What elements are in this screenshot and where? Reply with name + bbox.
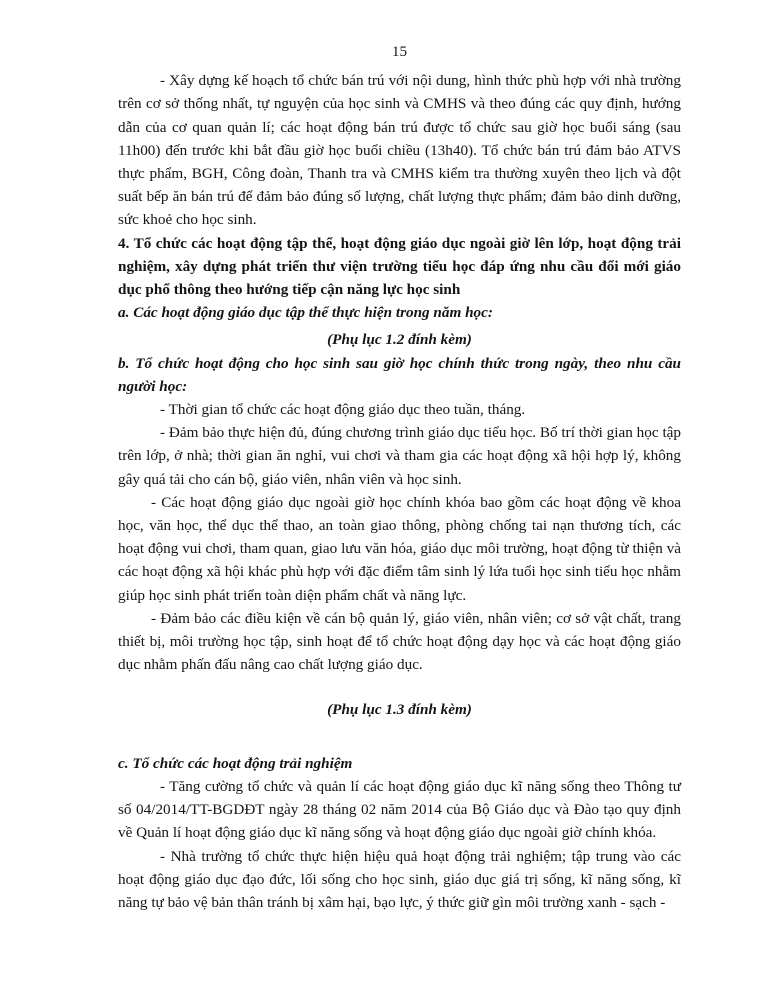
section-heading-4: 4. Tổ chức các hoạt động tập thể, hoạt động giáo dục ngoài giờ lên lớp, hoạt động trải nghiệm, xây dựng phát triển thư viện trường tiểu học đáp ứng nhu cầu đổi mới giáo dục phổ thông theo hướng tiếp cận năng lực học sinh [118,234,681,299]
document-page [118,40,681,914]
appendix-note-1-2: (Phụ lục 1.2 đính kèm) [327,331,472,349]
paragraph-b-time: - Thời gian tổ chức các hoạt động giáo dục theo tuần, tháng. [160,401,526,419]
paragraph-b-conditions: - Đảm bảo các điều kiện về cán bộ quản lý, giáo viên, nhân viên; cơ sở vật chất, trang thiết bị, môi trường học tập, sinh hoạt để tổ chức hoạt động dạy học và các hoạt động giáo dục nhằm phấn đấu nâng cao chất lượng giáo dục. [118,609,681,674]
paragraph-b-activities: - Các hoạt động giáo dục ngoài giờ học chính khóa bao gồm các hoạt động về khoa học, văn học, thể dục thể thao, an toàn giao thông, phòng chống tai nạn thương tích, các hoạt động vui chơi, tham quan, giao lưu văn hóa, giáo dục môi trường, hoạt động từ thiện và các hoạt động xã hội khác phù hợp với đặc điểm tâm sinh lý lứa tuổi học sinh tiểu học nhằm giúp học sinh phát triển toàn diện phẩm chất và năng lực. [118,493,681,604]
subheading-a: a. Các hoạt động giáo dục tập thể thực hiện trong năm học: [118,304,493,322]
page-number: 15 [391,43,408,60]
paragraph-c-life-skills: - Tăng cường tổ chức và quản lí các hoạt động giáo dục kĩ năng sống theo Thông tư số 04/2014/TT-BGDĐT ngày 28 tháng 02 năm 2014 của Bộ Giáo dục và Đào tạo quy định về Quản lí hoạt động giáo dục kĩ năng sống và hoạt động giáo dục ngoài giờ chính khóa. [118,777,681,842]
paragraph-boarding-plan: - Xây dựng kế hoạch tổ chức bán trú với nội dung, hình thức phù hợp với nhà trường trên cơ sở thống nhất, tự nguyện của học sinh và CMHS và theo đúng các quy định, hướng dẫn của cơ quan quản lí; các hoạt động bán trú được tổ chức sau giờ học buổi sáng (sau 11h00) đến trước khi bắt đầu giờ học buổi chiều (13h40). Tổ chức bán trú đảm bảo ATVS thực phẩm, BGH, Công đoàn, Thanh tra và CMHS kiểm tra thường xuyên theo lịch và đột suất bếp ăn bán trú để đảm bảo đúng số lượng, chất lượng thực phẩm; đảm bảo dinh dưỡng, sức khoẻ cho học sinh. [118,72,681,229]
paragraph-b-curriculum: - Đảm bảo thực hiện đủ, đúng chương trình giáo dục tiểu học. Bố trí thời gian học tập trên lớp, ở nhà; thời gian ăn nghỉ, vui chơi và tham gia các hoạt động xã hội hợp lý, không gây quá tải cho cán bộ, giáo viên, nhân viên và học sinh. [118,424,681,488]
appendix-note-1-3: (Phụ lục 1.3 đính kèm) [327,701,472,719]
subheading-c: c. Tổ chức các hoạt động trải nghiệm [118,754,353,772]
paragraph-c-experience: - Nhà trường tổ chức thực hiện hiệu quả hoạt động trải nghiệm; tập trung vào các hoạt động giáo dục đạo đức, lối sống cho học sinh, giáo dục giá trị sống, kĩ năng sống, kĩ năng tự bảo vệ bản thân tránh bị xâm hại, bạo lực, ý thức giữ gìn môi trường xanh - sạch - [118,847,681,911]
subheading-b: b. Tổ chức hoạt động cho học sinh sau giờ học chính thức trong ngày, theo nhu cầu người học: [118,354,681,395]
